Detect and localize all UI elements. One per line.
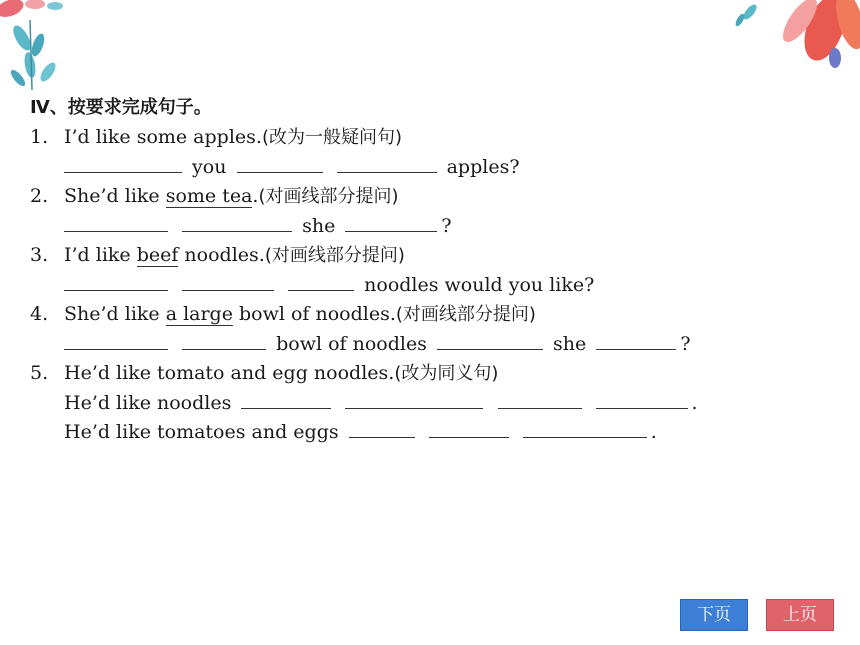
question-number: 4.: [30, 303, 49, 325]
answer-line-5b: [64, 419, 657, 445]
answer-blank[interactable]: [337, 154, 437, 173]
answer-line-3: [60, 272, 594, 298]
question-prompt: He’d like tomato and egg noodles.: [64, 362, 395, 384]
question-prompt-end: noodles.: [178, 244, 265, 266]
answer-line-5a: [64, 390, 698, 416]
question-instruction: (对画线部分提问): [264, 245, 405, 266]
end-period: .: [691, 392, 698, 414]
answer-word: noodles would you like?: [364, 274, 595, 296]
answer-blank[interactable]: [596, 390, 688, 409]
question-prompt: I’d like some apples.: [64, 126, 262, 148]
answer-line-4: [60, 331, 691, 357]
answer-line-1: [60, 154, 520, 180]
answer-blank[interactable]: [596, 331, 676, 350]
question-prompt-end: .: [252, 185, 259, 207]
question-3: [30, 242, 405, 269]
answer-blank[interactable]: [182, 213, 292, 232]
answer-blank[interactable]: [345, 213, 437, 232]
question-number: 5.: [30, 362, 49, 384]
question-instruction: (改为一般疑问句): [261, 127, 402, 148]
previous-page-button[interactable]: 上页: [766, 599, 834, 631]
leaf-decoration-left: [0, 0, 90, 95]
answer-word: apples?: [446, 156, 520, 178]
question-prompt: She’d like: [64, 303, 166, 325]
question-number: 2.: [30, 185, 49, 207]
question-number: 1.: [30, 126, 49, 148]
answer-blank[interactable]: [64, 331, 168, 350]
answer-word: ?: [680, 333, 691, 355]
answer-blank[interactable]: [429, 419, 509, 438]
answer-word: He’d like noodles: [64, 392, 232, 414]
question-2: [30, 183, 399, 210]
question-5: [30, 360, 498, 387]
question-prompt: She’d like: [64, 185, 166, 207]
question-instruction: (改为同义句): [394, 363, 499, 384]
question-instruction: (对画线部分提问): [395, 304, 536, 325]
answer-blank[interactable]: [349, 419, 415, 438]
answer-blank[interactable]: [498, 390, 582, 409]
question-1: [30, 124, 402, 151]
section-title: Ⅳ、按要求完成句子。: [30, 97, 212, 118]
answer-word: she: [302, 215, 336, 237]
underlined-phrase: some tea: [165, 185, 253, 207]
question-prompt: I’d like: [64, 244, 137, 266]
question-number: 3.: [30, 244, 49, 266]
leaf-decoration-right: [730, 0, 860, 70]
answer-blank[interactable]: [437, 331, 543, 350]
answer-blank[interactable]: [523, 419, 647, 438]
answer-word: you: [192, 156, 227, 178]
answer-blank[interactable]: [182, 331, 266, 350]
answer-blank[interactable]: [182, 272, 274, 291]
question-prompt-end: bowl of noodles.: [232, 303, 396, 325]
answer-word: bowl of noodles: [276, 333, 427, 355]
answer-blank[interactable]: [64, 154, 182, 173]
answer-blank[interactable]: [64, 272, 168, 291]
end-period: .: [650, 421, 657, 443]
underlined-phrase: a large: [165, 303, 233, 325]
answer-word: she: [553, 333, 587, 355]
question-4: [30, 301, 536, 328]
underlined-phrase: beef: [136, 244, 179, 266]
answer-word: He’d like tomatoes and eggs: [64, 421, 339, 443]
answer-blank[interactable]: [288, 272, 354, 291]
question-instruction: (对画线部分提问): [258, 186, 399, 207]
answer-blank[interactable]: [345, 390, 483, 409]
answer-blank[interactable]: [64, 213, 168, 232]
next-page-button[interactable]: 下页: [680, 599, 748, 631]
answer-blank[interactable]: [241, 390, 331, 409]
answer-word: ?: [441, 215, 452, 237]
answer-line-2: [60, 213, 452, 239]
answer-blank[interactable]: [237, 154, 323, 173]
